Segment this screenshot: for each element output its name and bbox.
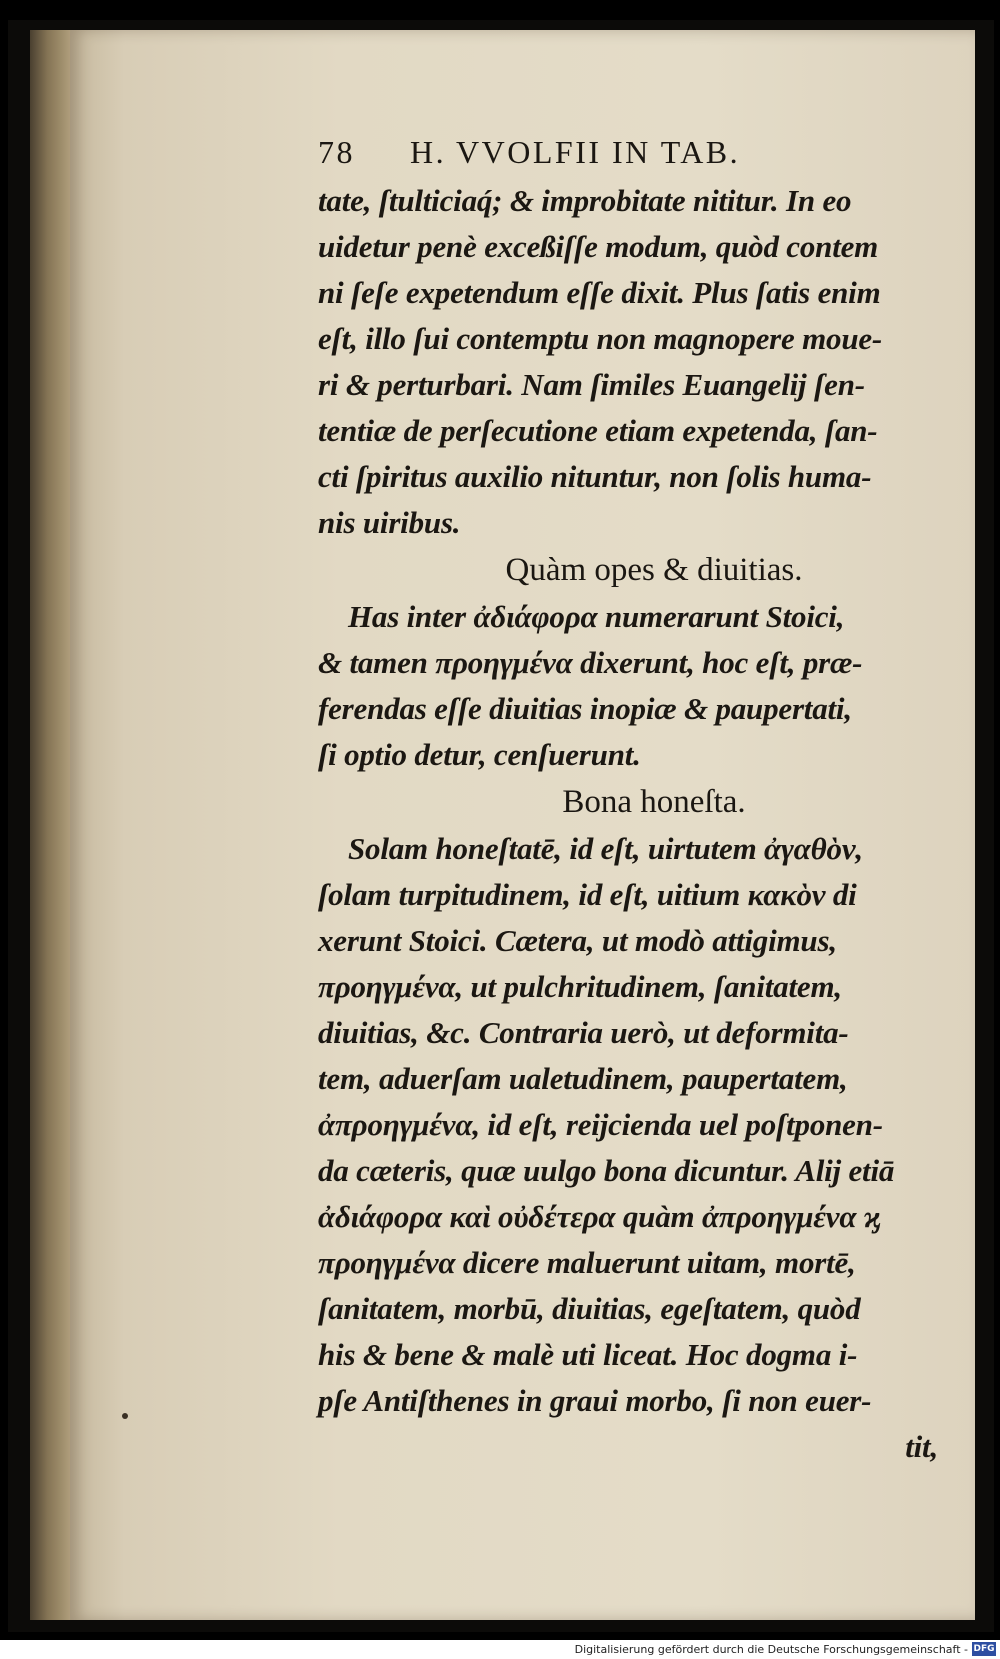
text-line: ſi optio detur, cenſuerunt. bbox=[318, 737, 641, 772]
text-line: ſolam turpitudinem, id eſt, uitium κακὸν di bbox=[318, 877, 857, 912]
text-line: cti ſpiritus auxilio nituntur, non ſolis huma- bbox=[318, 459, 872, 494]
text-line: his & bene & malè uti liceat. Hoc dogma i- bbox=[318, 1337, 858, 1372]
text-line: ἀπροηγμένα, id eſt, reijcienda uel poſtponen- bbox=[318, 1107, 883, 1142]
catchword: tit, bbox=[905, 1429, 938, 1464]
text-line: tentiæ de perſecutione etiam expetenda, ſan- bbox=[318, 413, 878, 448]
text-line: προηγμένα dicere maluerunt uitam, mortē, bbox=[318, 1245, 856, 1280]
text-line: ferendas eſſe diuitias inopiæ & paupertati, bbox=[318, 691, 852, 726]
text-line: tem, aduerſam ualetudinem, paupertatem, bbox=[318, 1061, 848, 1096]
footer-credit: Digitalisierung gefördert durch die Deutsche Forschungsgemeinschaft - bbox=[574, 1643, 968, 1656]
section-heading: Bona honeſta. bbox=[562, 784, 746, 820]
footer-bar bbox=[0, 1640, 1000, 1659]
text-line: diuitias, &c. Contraria uerò, ut deformita- bbox=[318, 1015, 849, 1050]
text-line: ni ſeſe expetendum eſſe dixit. Plus ſatis enim bbox=[318, 275, 881, 310]
section-heading: Quàm opes & diuitias. bbox=[505, 552, 803, 588]
running-head bbox=[318, 126, 990, 178]
text-line: xerunt Stoici. Cætera, ut modò attigimus, bbox=[318, 923, 837, 958]
text-line: pſe Antiſthenes in graui morbo, ſi non euer- bbox=[318, 1383, 872, 1418]
paragraph-3 bbox=[318, 826, 990, 1424]
paragraph-1 bbox=[318, 178, 990, 546]
text-line: nis uiribus. bbox=[318, 505, 461, 540]
dfg-logo-icon: DFG bbox=[973, 1644, 995, 1654]
running-head-title: H. VVOLFII IN TAB. bbox=[410, 134, 741, 170]
text-line: ἀδιάφορα καὶ οὐδέτερα quàm ἀπροηγμένα ϗ bbox=[318, 1199, 882, 1234]
page-edges bbox=[30, 30, 74, 1620]
text-line: προηγμένα, ut pulchritudinem, ſanitatem, bbox=[318, 969, 842, 1004]
text-line: da cæteris, quæ uulgo bona dicuntur. Alij etiā bbox=[318, 1153, 895, 1188]
text-line: uidetur penè exceßiſſe modum, quòd contem bbox=[318, 229, 879, 264]
text-block bbox=[318, 126, 990, 1470]
paragraph-2 bbox=[318, 594, 990, 778]
text-line: Solam honeſtatē, id eſt, uirtutem ἀγαθὸν, bbox=[348, 831, 863, 866]
page-number: 78 bbox=[318, 134, 355, 170]
text-line: ſanitatem, morbū, diuitias, egeſtatem, quòd bbox=[318, 1291, 861, 1326]
text-line: eſt, illo ſui contemptu non magnopere moue- bbox=[318, 321, 883, 356]
text-line: tate, ſtulticiaq́; & improbitate nititur. In eo bbox=[318, 183, 852, 218]
text-line: ri & perturbari. Nam ſimiles Euangelij ſen- bbox=[318, 367, 865, 402]
text-line: & tamen προηγμένα dixerunt, hoc eſt, præ- bbox=[318, 645, 863, 680]
ink-spot bbox=[122, 1413, 128, 1419]
text-line: Has inter ἀδιάφορα numerarunt Stoici, bbox=[348, 599, 845, 634]
